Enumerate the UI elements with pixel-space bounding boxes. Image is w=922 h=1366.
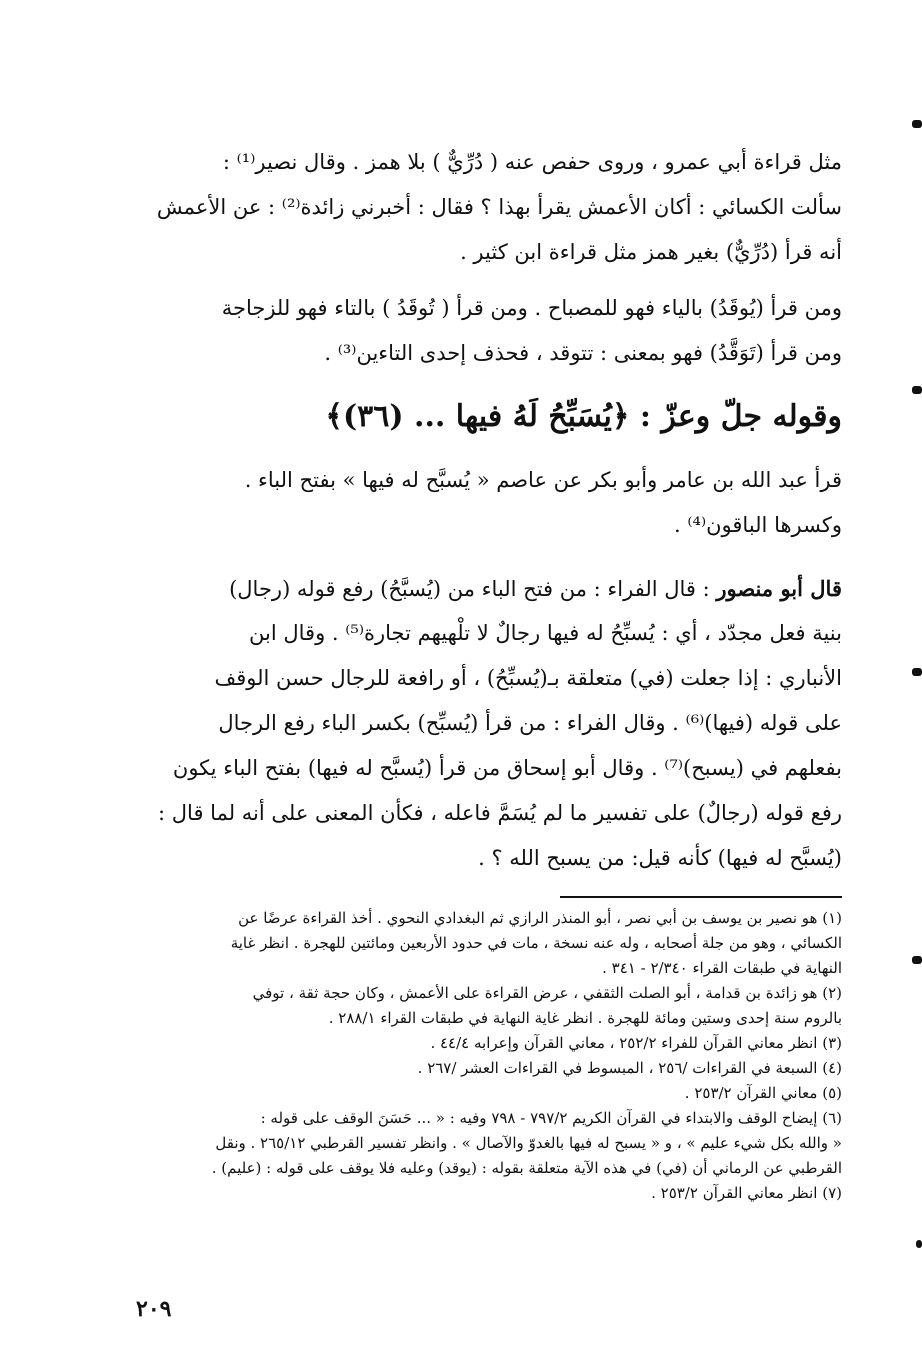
- paragraph-3: [120, 458, 842, 548]
- text-line: [120, 566, 842, 611]
- footnote-line: الكسائي ، وهو من جلة أصحابه ، وله عنه نسخة ، مات في حدود الأربعين ومائتين للهجرة . انظر غاية: [230, 934, 842, 952]
- footnote-line: (٦) إيضاح الوقف والابتداء في القرآن الكريم ٧٩٧/٢ - ٧٩٨ وفيه : « ... حَسَنَ الوقف على قوله :: [260, 1109, 842, 1127]
- text-line: وكسرها الباقون⁽⁴⁾ .: [674, 513, 842, 537]
- text-line: بفعلهم في (يسبح)⁽⁷⁾ . وقال أبو إسحاق من قرأ (يُسبَّح له فيها) بفتح الباء يكون: [172, 756, 842, 780]
- text-line: الأنباري : إذا جعلت (في) متعلقة بـ(يُسبِّحُ) ، أو رافعة للرجال حسن الوقف: [214, 666, 842, 690]
- text-line: سألت الكسائي : أكان الأعمش يقرأ بهذا ؟ فقال : أخبرني زائدة⁽²⁾ : عن الأعمش: [156, 195, 842, 219]
- scan-edge-mark: [916, 1240, 922, 1248]
- text-line: بنية فعل مجدّد ، أي : يُسبِّحُ له فيها رجالٌ لا تلْهيهم تجارة⁽⁵⁾ . وقال ابن: [249, 621, 842, 645]
- footnote-divider: [560, 896, 842, 898]
- paragraph-1: [120, 140, 842, 275]
- page-number: ٢٠٩: [136, 1296, 172, 1322]
- footnote-line: (٢) هو زائدة بن قدامة ، أبو الصلت الثقفي ، عرض القراءة على الأعمش ، وكان حجة ثقة ، توفي: [252, 984, 842, 1002]
- scan-edge-mark: [912, 668, 922, 676]
- scan-edge-mark: [912, 386, 922, 394]
- scan-edge-mark: [912, 120, 922, 128]
- footnotes: [120, 906, 842, 1206]
- text-line: على قوله (فيها)⁽⁶⁾ . وقال الفراء : من قرأ (يُسبِّح) بكسر الباء رفع الرجال: [218, 711, 842, 735]
- footnote-line: (٤) السبعة في القراءات /٢٥٦ ، المبسوط في القراءات العشر /٢٦٧ .: [417, 1059, 842, 1077]
- footnote-line: (٧) انظر معاني القرآن ٢٥٣/٢ .: [651, 1184, 842, 1202]
- text-line: مثل قراءة أبي عمرو ، وروى حفص عنه ( دُرِّيٌّ ) بلا همز . وقال نصير⁽¹⁾ :: [222, 150, 842, 174]
- scan-edge-mark: [912, 956, 922, 964]
- lead-phrase: قال أبو منصور: [716, 576, 842, 601]
- line-rest: : قال الفراء : من فتح الباء من (يُسبَّحُ) رفع قوله (رجال): [229, 577, 717, 601]
- footnote-line: « والله بكل شيء عليم » ، و « يسبح له فيها بالغدوّ والآصال » . وانظر تفسير القرطبي ٢٦٥/١٢ . ونقل: [215, 1134, 842, 1152]
- text-line: ومن قرأ (يُوقَدُ) بالياء فهو للمصباح . ومن قرأ ( تُوقَدُ ) بالتاء فهو للزجاجة: [221, 296, 842, 320]
- text-line: (يُسبَّح له فيها) كأنه قيل: من يسبح الله ؟ .: [478, 846, 842, 870]
- footnote-line: (١) هو نصير بن يوسف بن أبي نصر ، أبو المنذر الرازي ثم البغدادي النحوي . أخذ القراءة عرضًا عن: [238, 909, 842, 927]
- footnote-line: (٥) معاني القرآن ٢٥٣/٢ .: [684, 1084, 842, 1102]
- text-line: أنه قرأ (دُرِّيٌّ) بغير همز مثل قراءة ابن كثير .: [460, 240, 842, 264]
- paragraph-main: [120, 566, 842, 881]
- verse-heading: وقوله جلّ وعزّ : ﴿يُسَبِّحُ لَهُ فيها ... (٣٦)﴾: [325, 399, 842, 434]
- paragraph-2: [120, 286, 842, 376]
- footnote-line: القرطبي عن الرماني أن (في) في هذه الآية متعلقة بقوله : (يوقد) وعليه فلا يوقف على قوله : (عليم) .: [211, 1159, 842, 1177]
- footnote-line: النهاية في طبقات القراء ٢/٣٤٠ - ٣٤١ .: [602, 959, 842, 977]
- footnote-line: (٣) انظر معاني القرآن للفراء ٢٥٢/٢ ، معاني القرآن وإعرابه ٤٤/٤ .: [430, 1034, 842, 1052]
- text-line: ومن قرأ (تَوَقَّدُ) فهو بمعنى : تتوقد ، فحذف إحدى التاءين⁽³⁾ .: [324, 341, 842, 365]
- text-line: قرأ عبد الله بن عامر وأبو بكر عن عاصم « يُسبَّح له فيها » بفتح الباء .: [244, 468, 842, 492]
- footnote-line: بالروم سنة إحدى وستين ومائة للهجرة . انظر غاية النهاية في طبقات القراء ٢٨٨/١ .: [328, 1009, 842, 1027]
- text-line: رفع قوله (رجالٌ) على تفسير ما لم يُسَمَّ فاعله ، فكأن المعنى على أنه لما قال :: [158, 801, 842, 825]
